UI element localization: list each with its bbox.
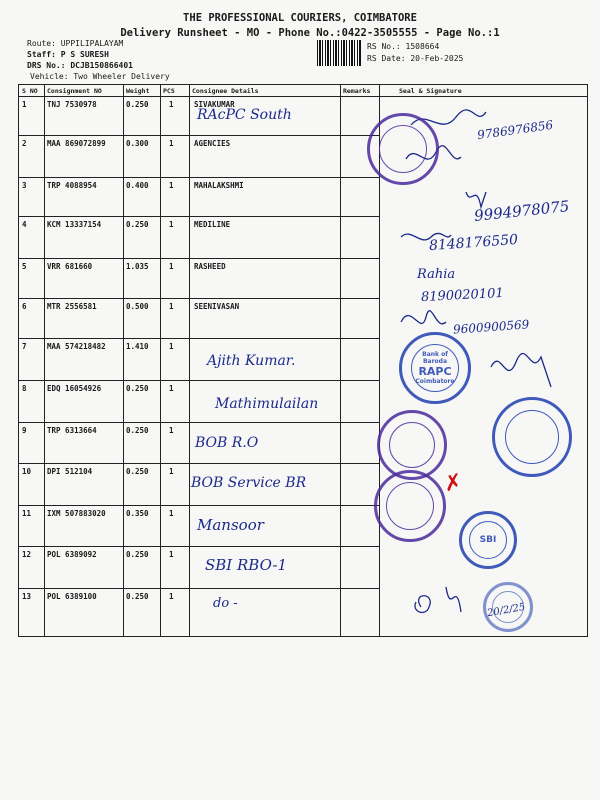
cell-consignment: TRP 6313664 bbox=[47, 426, 97, 435]
cell-consignment: POL 6389100 bbox=[47, 592, 97, 601]
cell-sno: 2 bbox=[22, 139, 27, 148]
cell-pcs: 1 bbox=[169, 426, 174, 435]
cell-consignment: EDQ 16054926 bbox=[47, 384, 102, 393]
rs-no-label: RS No.: bbox=[367, 42, 401, 51]
handwritten-phone-2: 9994978075 bbox=[473, 197, 571, 225]
cell-sno: 1 bbox=[22, 100, 27, 109]
route-label: Route: bbox=[27, 39, 56, 48]
cell-consignment: IXM 507883020 bbox=[47, 509, 106, 518]
cell-pcs: 1 bbox=[169, 262, 174, 271]
vehicle-label: Vehicle: bbox=[30, 72, 69, 81]
cell-consignee: SIVAKUMAR bbox=[194, 100, 235, 109]
staff-value: P S SURESH bbox=[60, 50, 109, 59]
cell-consignment: POL 6389092 bbox=[47, 550, 97, 559]
rs-date-line bbox=[367, 54, 463, 63]
handwritten-date: 20/2/25 bbox=[486, 601, 527, 620]
handwritten-consignee: Mansoor bbox=[197, 516, 264, 534]
staff-label: Staff: bbox=[27, 50, 56, 59]
handwritten-consignee: Mathimulailan bbox=[215, 396, 319, 412]
red-check-mark: ✗ bbox=[441, 469, 465, 498]
sbi-stamp-2 bbox=[483, 582, 533, 632]
cell-weight: 0.250 bbox=[126, 384, 149, 393]
cell-weight: 1.035 bbox=[126, 262, 149, 271]
sbi-stamp bbox=[459, 511, 517, 569]
cell-sno: 4 bbox=[22, 220, 27, 229]
signature-row13a bbox=[415, 596, 430, 613]
drs-line bbox=[27, 61, 133, 70]
cell-sno: 9 bbox=[22, 426, 27, 435]
cell-sno: 12 bbox=[22, 550, 32, 559]
cell-pcs: 1 bbox=[169, 302, 174, 311]
handwritten-name-rasheed: Rahia bbox=[417, 267, 456, 282]
cell-pcs: 1 bbox=[169, 139, 174, 148]
col-weight: Weight bbox=[126, 87, 150, 95]
cell-consignee: AGENCIES bbox=[194, 139, 231, 148]
cell-weight: 0.250 bbox=[126, 100, 149, 109]
runsheet-table bbox=[18, 84, 588, 637]
cell-pcs: 1 bbox=[169, 384, 174, 393]
courier-stamp bbox=[367, 113, 439, 185]
signature-row3 bbox=[466, 192, 486, 207]
cell-pcs: 1 bbox=[169, 220, 174, 229]
runsheet-subtitle: Delivery Runsheet - MO - Phone No.:0422-3505555 - Page No.:1 bbox=[120, 27, 500, 39]
stamp-bob-city: Coimbatore bbox=[415, 378, 455, 385]
cell-consignment: MTR 2556581 bbox=[47, 302, 97, 311]
cell-consignment: MAA 869072899 bbox=[47, 139, 106, 148]
barcode bbox=[317, 40, 361, 66]
cell-consignment: KCM 13337154 bbox=[47, 220, 102, 229]
cell-sno: 6 bbox=[22, 302, 27, 311]
cell-weight: 0.350 bbox=[126, 509, 149, 518]
handwritten-consignee: SBI RBO-1 bbox=[205, 556, 288, 574]
handwritten-phone-4: 8190020101 bbox=[420, 285, 505, 306]
cell-weight: 1.410 bbox=[126, 342, 149, 351]
vehicle-line bbox=[30, 72, 170, 81]
staff-line bbox=[27, 50, 109, 59]
col-remarks: Remarks bbox=[343, 87, 371, 95]
handwritten-phone-3: 8148176550 bbox=[428, 231, 519, 255]
stamp-bob-name: Bank of Baroda bbox=[422, 351, 448, 365]
cell-consignee: MEDILINE bbox=[194, 220, 231, 229]
handwritten-consignee: RAcPC South bbox=[197, 107, 292, 123]
vehicle-value: Two Wheeler Delivery bbox=[73, 72, 170, 81]
cell-pcs: 1 bbox=[169, 509, 174, 518]
cell-weight: 0.250 bbox=[126, 220, 149, 229]
col-sno: S NO bbox=[22, 87, 38, 95]
handwritten-phone-5: 9600900569 bbox=[452, 317, 530, 337]
cell-weight: 0.250 bbox=[126, 550, 149, 559]
cell-weight: 0.250 bbox=[126, 467, 149, 476]
cell-pcs: 1 bbox=[169, 550, 174, 559]
cell-consignment: TNJ 7530978 bbox=[47, 100, 97, 109]
cell-sno: 8 bbox=[22, 384, 27, 393]
rs-no-value: 1508664 bbox=[405, 42, 440, 51]
company-title: THE PROFESSIONAL COURIERS, COIMBATORE bbox=[183, 12, 417, 24]
signature-row4 bbox=[401, 233, 451, 239]
signature-row7 bbox=[491, 353, 551, 387]
cell-sno: 13 bbox=[22, 592, 32, 601]
cell-sno: 7 bbox=[22, 342, 27, 351]
cell-pcs: 1 bbox=[169, 181, 174, 190]
cell-pcs: 1 bbox=[169, 592, 174, 601]
drs-label: DRS No.: bbox=[27, 61, 66, 70]
cell-pcs: 1 bbox=[169, 342, 174, 351]
rs-date-value: 20-Feb-2025 bbox=[410, 54, 464, 63]
signature-row13b bbox=[446, 587, 461, 612]
col-consignment: Consignment NO bbox=[47, 87, 102, 95]
col-consignee: Consignee Details bbox=[192, 87, 259, 95]
col-pcs: PCS bbox=[163, 87, 175, 95]
route-value: UPPILIPALAYAM bbox=[60, 39, 124, 48]
handwritten-consignee: BOB Service BR bbox=[191, 475, 307, 491]
cell-consignment: VRR 681660 bbox=[47, 262, 93, 271]
cell-weight: 0.250 bbox=[126, 592, 149, 601]
stamp-bob-unit: RAPC bbox=[418, 365, 452, 378]
handwritten-consignee: Ajith Kumar. bbox=[207, 353, 296, 369]
col-seal-signature: Seal & Signature bbox=[399, 87, 462, 95]
cell-consignee: MAHALAKSHMI bbox=[194, 181, 244, 190]
cell-consignment: DPI 512104 bbox=[47, 467, 93, 476]
handwritten-consignee: BOB R.O bbox=[195, 435, 259, 451]
cell-weight: 0.500 bbox=[126, 302, 149, 311]
cell-pcs: 1 bbox=[169, 100, 174, 109]
cell-sno: 11 bbox=[22, 509, 32, 518]
cell-sno: 3 bbox=[22, 181, 27, 190]
cell-consignee: SEENIVASAN bbox=[194, 302, 240, 311]
rs-no-line bbox=[367, 42, 439, 51]
cell-weight: 0.250 bbox=[126, 426, 149, 435]
bank-of-baroda-rapc-stamp bbox=[399, 332, 471, 404]
cell-consignment: TRP 4088954 bbox=[47, 181, 97, 190]
cell-weight: 0.400 bbox=[126, 181, 149, 190]
signature-row6 bbox=[401, 311, 446, 324]
cell-pcs: 1 bbox=[169, 467, 174, 476]
cell-consignee: RASHEED bbox=[194, 262, 226, 271]
drs-value: DCJB150866401 bbox=[70, 61, 133, 70]
handwritten-phone-1: 9786976856 bbox=[476, 117, 554, 143]
cell-weight: 0.300 bbox=[126, 139, 149, 148]
cell-consignment: MAA 574218482 bbox=[47, 342, 106, 351]
cell-sno: 5 bbox=[22, 262, 27, 271]
route-line bbox=[27, 39, 123, 48]
cell-sno: 10 bbox=[22, 467, 32, 476]
stamp-sbi-text: SBI bbox=[479, 534, 497, 545]
rs-date-label: RS Date: bbox=[367, 54, 406, 63]
handwritten-consignee: do - bbox=[213, 596, 238, 611]
bank-stamp-4 bbox=[374, 470, 446, 542]
bank-of-baroda-stamp-2 bbox=[492, 397, 572, 477]
